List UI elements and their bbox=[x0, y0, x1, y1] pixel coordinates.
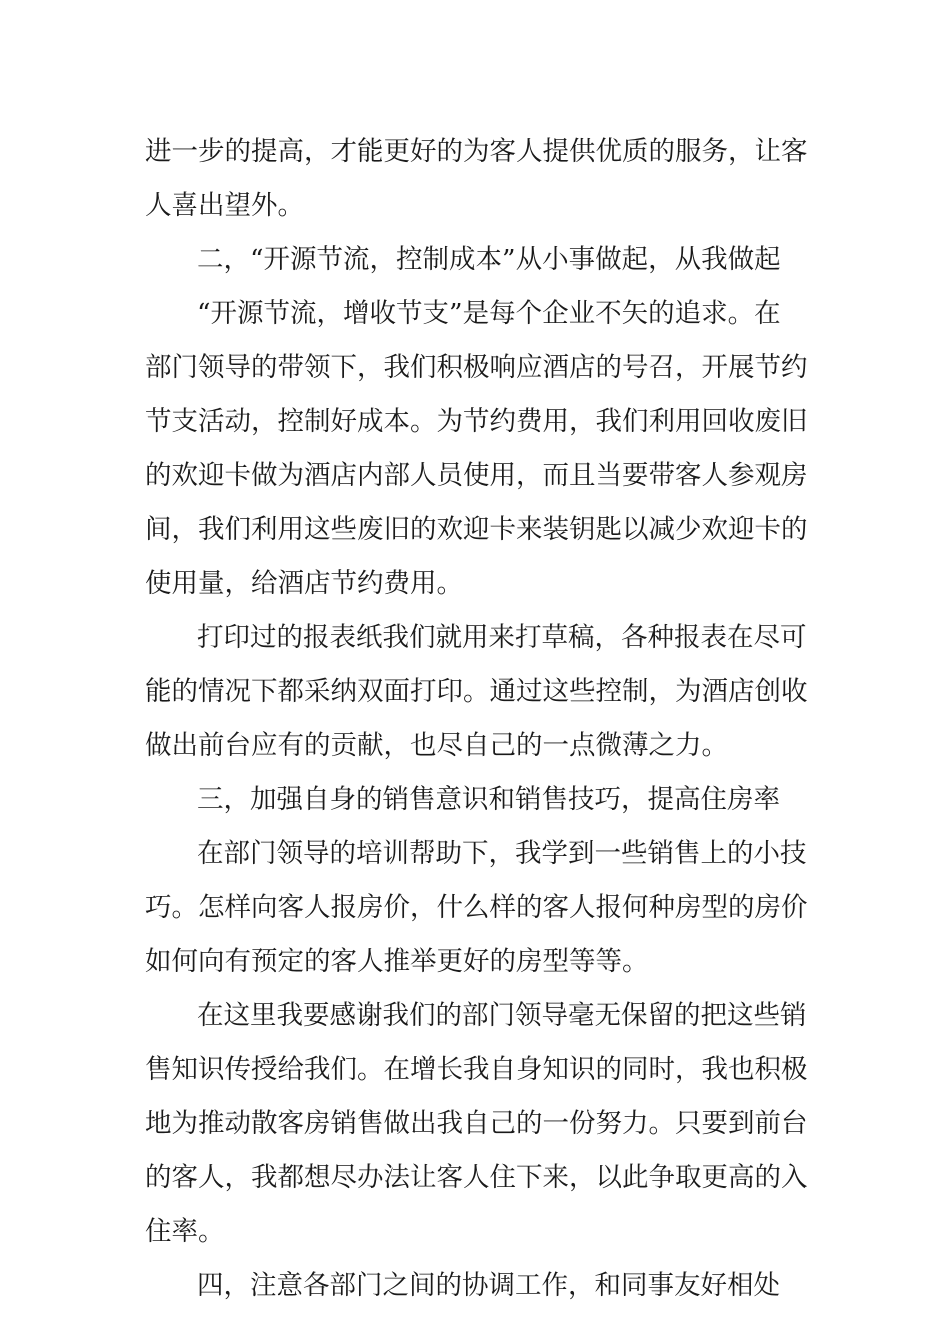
text-line: “开源节流，增收节支”是每个企业不矢的追求。在 bbox=[197, 298, 781, 329]
text-line: 住率。 bbox=[145, 1216, 225, 1247]
text-line: 打印过的报表纸我们就用来打草稿，各种报表在尽可 bbox=[197, 622, 807, 653]
text-line: 能的情况下都采纳双面打印。通过这些控制，为酒店创收 bbox=[145, 676, 808, 707]
text-line: 的欢迎卡做为酒店内部人员使用，而且当要带客人参观房 bbox=[145, 460, 808, 491]
text-line: 人喜出望外。 bbox=[145, 190, 304, 221]
text-line: 在这里我要感谢我们的部门领导毫无保留的把这些销 bbox=[197, 1000, 807, 1031]
text-line: 节支活动，控制好成本。为节约费用，我们利用回收废旧 bbox=[145, 406, 808, 437]
text-line: 售知识传授给我们。在增长我自身知识的同时，我也积极 bbox=[145, 1054, 808, 1085]
text-line: 如何向有预定的客人推举更好的房型等等。 bbox=[145, 946, 649, 977]
text-line: 间，我们利用这些废旧的欢迎卡来装钥匙以减少欢迎卡的 bbox=[145, 514, 808, 545]
section-heading-3: 三，加强自身的销售意识和销售技巧，提高住房率 bbox=[197, 784, 780, 815]
text-line: 在部门领导的培训帮助下，我学到一些销售上的小技 bbox=[197, 838, 807, 869]
section-heading-4: 四，注意各部门之间的协调工作，和同事友好相处 bbox=[197, 1270, 780, 1301]
text-line: 做出前台应有的贡献，也尽自己的一点微薄之力。 bbox=[145, 730, 728, 761]
section-heading-2: 二，“开源节流，控制成本”从小事做起，从我做起 bbox=[197, 244, 781, 275]
text-line: 使用量，给酒店节约费用。 bbox=[145, 568, 463, 599]
text-line: 的客人，我都想尽办法让客人住下来，以此争取更高的入 bbox=[145, 1162, 808, 1193]
text-line: 进一步的提高，才能更好的为客人提供优质的服务，让客 bbox=[145, 136, 808, 167]
text-line: 部门领导的带领下，我们积极响应酒店的号召，开展节约 bbox=[145, 352, 808, 383]
text-line: 地为推动散客房销售做出我自己的一份努力。只要到前台 bbox=[145, 1108, 808, 1139]
text-line: 巧。怎样向客人报房价，什么样的客人报何种房型的房价 bbox=[145, 892, 808, 923]
